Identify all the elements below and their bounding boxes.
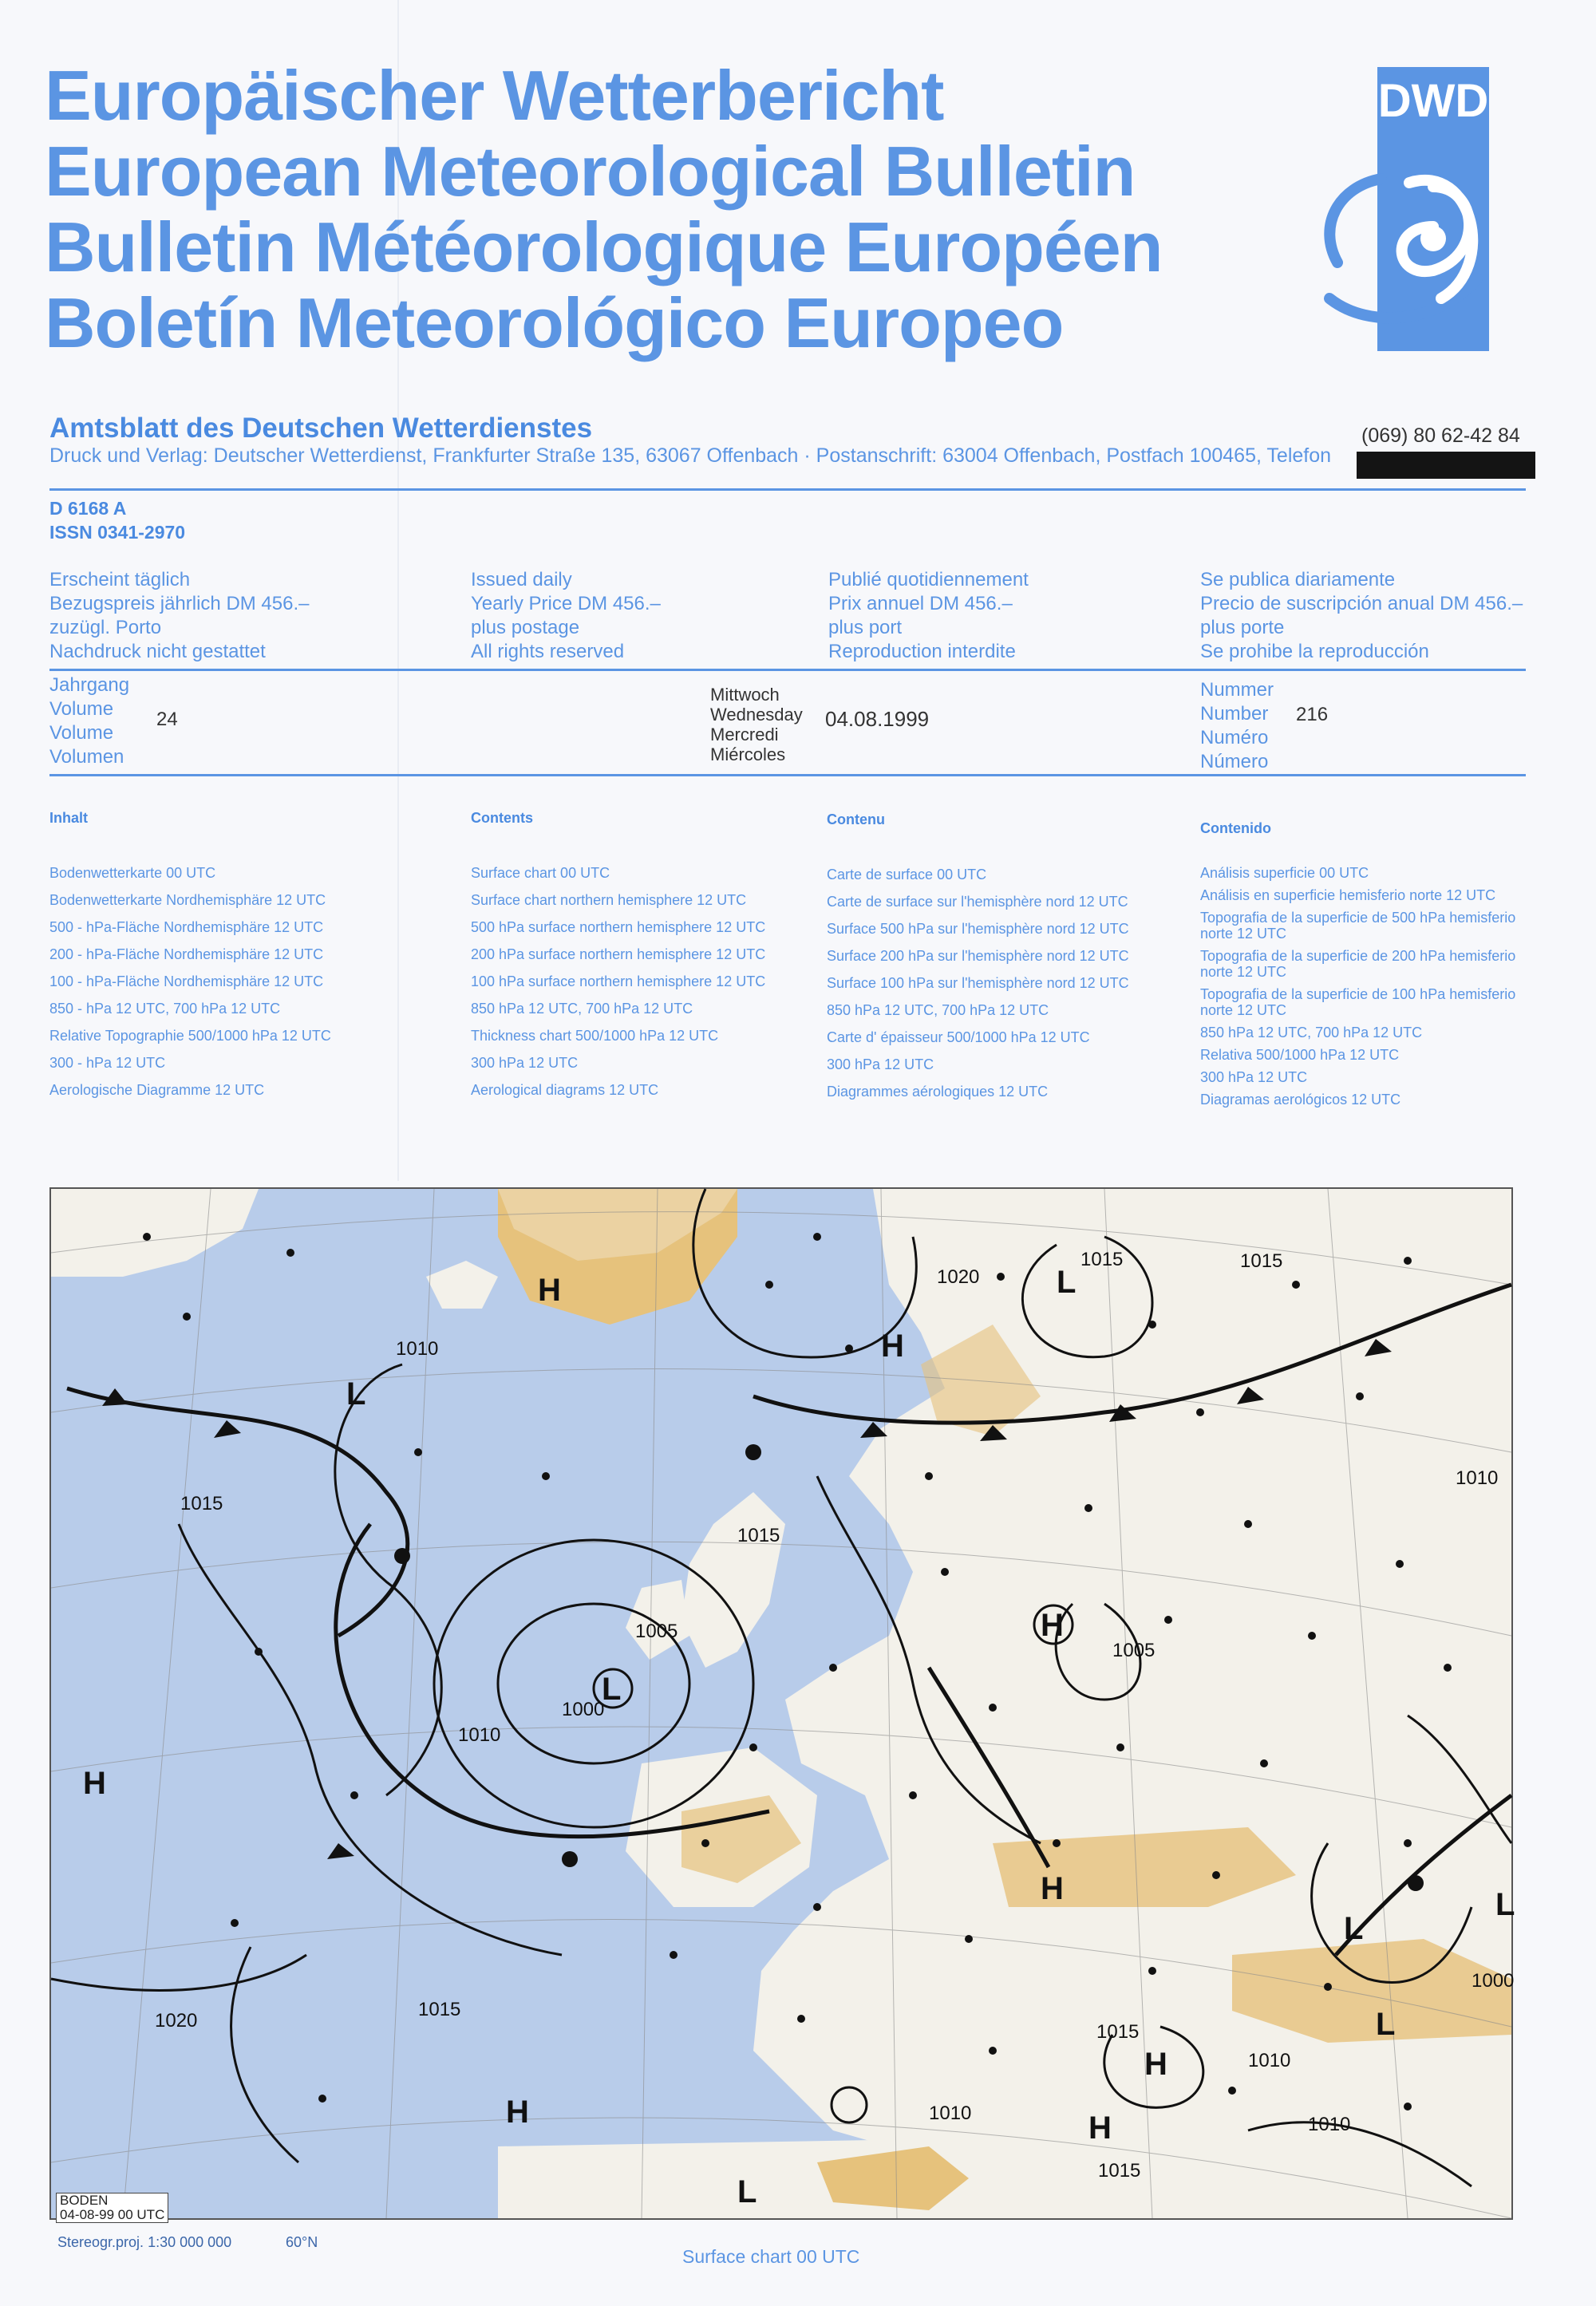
isobar-label: 1015 <box>180 1493 223 1514</box>
contents-item: 300 hPa 12 UTC <box>827 1056 934 1072</box>
isobar-label: 1015 <box>1098 2160 1141 2182</box>
contents-item: Bodenwetterkarte 00 UTC <box>49 865 216 881</box>
low-pressure-center: L <box>1376 2007 1396 2042</box>
high-pressure-center: H <box>83 1766 106 1801</box>
contents-item: Aerologische Diagramme 12 UTC <box>49 1082 265 1098</box>
contents-item: Diagrammes aérologiques 12 UTC <box>827 1084 1049 1100</box>
high-pressure-center: H <box>1088 2111 1112 2146</box>
contents-item: Surface chart 00 UTC <box>471 865 610 881</box>
isobar-label: 1005 <box>635 1621 678 1642</box>
contents-item: Topografia de la superficie de 500 hPa hemisferio norte 12 UTC <box>1200 910 1516 942</box>
contents-item: Carte de surface 00 UTC <box>827 867 987 883</box>
info-de-line: Nachdruck nicht gestattet <box>49 641 266 662</box>
contents-heading-fr: Contenu <box>827 811 885 827</box>
contents-item: 500 hPa surface northern hemisphere 12 UTC <box>471 919 766 935</box>
isobar-label: 1015 <box>1240 1250 1283 1272</box>
info-en-line: All rights reserved <box>471 641 625 662</box>
number-label: Nummer <box>1200 679 1274 701</box>
contents-item: Aerological diagrams 12 UTC <box>471 1082 659 1098</box>
high-pressure-center: H <box>1041 1871 1064 1906</box>
isobar-label: 1015 <box>737 1525 780 1546</box>
low-pressure-center: L <box>346 1376 366 1412</box>
high-pressure-center: H <box>1144 2047 1167 2082</box>
title-es: Boletín Meteorológico Europeo <box>45 283 1064 362</box>
weekday-label: Mittwoch <box>710 685 780 705</box>
low-pressure-center: L <box>737 2174 757 2209</box>
info-fr-line: plus port <box>828 617 903 638</box>
contents-item: Bodenwetterkarte Nordhemisphäre 12 UTC <box>49 892 326 908</box>
info-es-line: Se publica diariamente <box>1200 569 1396 590</box>
info-es-line: Precio de suscripción anual DM 456.– <box>1200 593 1523 614</box>
contents-heading-en: Contents <box>471 810 533 826</box>
isobar-label: 1010 <box>1248 2050 1291 2071</box>
number-label: Número <box>1200 751 1269 772</box>
contents-list-fr <box>827 861 1129 1105</box>
low-pressure-center: L <box>602 1672 622 1707</box>
contents-item: Surface chart northern hemisphere 12 UTC <box>471 892 747 908</box>
redacted-phone <box>1357 452 1535 479</box>
contents-item: Diagramas aerológicos 12 UTC <box>1200 1092 1401 1108</box>
divider <box>49 488 1526 491</box>
surface-chart-svg <box>51 1189 1515 2218</box>
high-pressure-center: H <box>1041 1608 1064 1643</box>
dwd-logo-text: DWD <box>1377 75 1489 127</box>
contents-list-es <box>1200 865 1519 1114</box>
dwd-logo <box>1314 67 1489 351</box>
info-fr-line: Prix annuel DM 456.– <box>828 593 1013 614</box>
address-line: Druck und Verlag: Deutscher Wetterdienst, Frankfurter Straße 135, 63067 Offenbach · Postanschrift: 63004 Offenbach, Postfach 100465, Telefon <box>49 444 1332 467</box>
high-pressure-center: H <box>538 1273 561 1308</box>
isobar-label: 1010 <box>1456 1467 1499 1489</box>
isobar-label: 1010 <box>458 1724 501 1746</box>
contents-item: 200 hPa surface northern hemisphere 12 UTC <box>471 946 766 962</box>
contents-list-en <box>471 859 765 1104</box>
high-pressure-center: H <box>506 2095 529 2130</box>
isobar-label: 1000 <box>1472 1970 1515 1992</box>
low-pressure-center: L <box>1495 1887 1515 1922</box>
issue-number: 216 <box>1296 704 1329 725</box>
contents-item: Surface 200 hPa sur l'hemisphère nord 12 UTC <box>827 948 1129 964</box>
latitude-reference: 60°N <box>286 2234 318 2250</box>
volume-label: Volumen <box>49 746 124 768</box>
contents-item: Análisis superficie 00 UTC <box>1200 865 1369 881</box>
issue-date: 04.08.1999 <box>825 707 930 731</box>
isobar-label: 1015 <box>418 1999 461 2020</box>
info-fr-line: Publié quotidiennement <box>828 569 1029 590</box>
info-en-line: Yearly Price DM 456.– <box>471 593 661 614</box>
isobar-label: 1015 <box>1080 1249 1124 1270</box>
surface-chart <box>49 1187 1513 2220</box>
contents-item: Thickness chart 500/1000 hPa 12 UTC <box>471 1028 719 1044</box>
chart-caption: Surface chart 00 UTC <box>682 2246 860 2267</box>
weekday-label: Wednesday <box>710 705 803 725</box>
contents-item: 300 hPa 12 UTC <box>471 1055 579 1071</box>
contents-item: 100 hPa surface northern hemisphere 12 UTC <box>471 973 766 989</box>
number-label: Numéro <box>1200 727 1269 748</box>
info-en <box>471 568 661 664</box>
contents-item: 300 - hPa 12 UTC <box>49 1055 166 1071</box>
high-pressure-center: H <box>881 1329 904 1364</box>
contents-item: 850 hPa 12 UTC, 700 hPa 12 UTC <box>471 1001 693 1017</box>
volume-label: Volume <box>49 698 114 720</box>
info-de-line: zuzügl. Porto <box>49 617 162 638</box>
low-pressure-center: L <box>1344 1911 1364 1946</box>
isobar-label: 1000 <box>562 1699 605 1720</box>
info-fr <box>828 568 1029 664</box>
contents-item: 100 - hPa-Fläche Nordhemisphäre 12 UTC <box>49 973 324 989</box>
number-label: Number <box>1200 703 1269 725</box>
contents-item: 850 hPa 12 UTC, 700 hPa 12 UTC <box>1200 1025 1423 1040</box>
chart-stamp <box>56 2193 168 2223</box>
isobar-label: 1020 <box>155 2010 198 2032</box>
contents-item: Carte de surface sur l'hemisphère nord 12 UTC <box>827 894 1128 910</box>
contents-item: Surface 100 hPa sur l'hemisphère nord 12 UTC <box>827 975 1129 991</box>
contents-list-de <box>49 859 331 1104</box>
contents-item: Surface 500 hPa sur l'hemisphère nord 12 UTC <box>827 921 1129 937</box>
info-de-line: Bezugspreis jährlich DM 456.– <box>49 593 310 614</box>
station-label: BODEN <box>60 2193 109 2208</box>
title-en: European Meteorological Bulletin <box>45 132 1136 211</box>
title-fr: Bulletin Météorologique Européen <box>45 207 1163 286</box>
contents-item: 850 hPa 12 UTC, 700 hPa 12 UTC <box>827 1002 1049 1018</box>
volume-label: Jahrgang <box>49 674 130 696</box>
publisher-line: Amtsblatt des Deutschen Wetterdienstes <box>49 413 593 444</box>
isobar-label: 1015 <box>1096 2021 1140 2043</box>
contents-item: Relative Topographie 500/1000 hPa 12 UTC <box>49 1028 331 1044</box>
volume-label: Volume <box>49 722 114 744</box>
bulletin-titles <box>45 57 1163 361</box>
divider <box>49 669 1526 671</box>
projection-note: Stereogr.proj. 1:30 000 000 <box>57 2234 232 2250</box>
contents-item: Topografia de la superficie de 100 hPa hemisferio norte 12 UTC <box>1200 986 1516 1018</box>
info-de-line: Erscheint täglich <box>49 569 191 590</box>
info-es-line: Se prohibe la reproducción <box>1200 641 1429 662</box>
info-en-line: Issued daily <box>471 569 572 590</box>
contents-item: Carte d' épaisseur 500/1000 hPa 12 UTC <box>827 1029 1090 1045</box>
volume-value: 24 <box>156 709 178 730</box>
info-es-line: plus porte <box>1200 617 1285 638</box>
low-pressure-center: L <box>1057 1265 1077 1300</box>
issn: ISSN 0341-2970 <box>49 522 186 543</box>
phone-number: (069) 80 62-42 84 <box>1361 424 1520 447</box>
d-number: D 6168 A <box>49 498 127 519</box>
isobar-label: 1010 <box>1308 2114 1351 2135</box>
isobar-label: 1020 <box>937 1266 980 1288</box>
info-de <box>49 568 310 664</box>
contents-heading-es: Contenido <box>1200 820 1271 836</box>
title-de: Europäischer Wetterbericht <box>45 56 944 135</box>
info-fr-line: Reproduction interdite <box>828 641 1016 662</box>
info-es <box>1200 568 1523 664</box>
weekday-labels <box>710 685 803 764</box>
info-en-line: plus postage <box>471 617 580 638</box>
isobar-label: 1010 <box>929 2103 972 2124</box>
isobar-label: 1010 <box>396 1338 439 1360</box>
weekday-label: Miércoles <box>710 744 786 764</box>
contents-item: 850 - hPa 12 UTC, 700 hPa 12 UTC <box>49 1001 281 1017</box>
weekday-label: Mercredi <box>710 725 779 744</box>
volume-labels <box>49 673 129 769</box>
contents-heading-de: Inhalt <box>49 810 88 826</box>
contents-item: 200 - hPa-Fläche Nordhemisphäre 12 UTC <box>49 946 324 962</box>
isobar-label: 1005 <box>1112 1640 1156 1661</box>
divider <box>49 774 1526 776</box>
publication-ids <box>49 496 185 544</box>
number-labels <box>1200 678 1274 774</box>
contents-item: Relativa 500/1000 hPa 12 UTC <box>1200 1047 1400 1063</box>
contents-item: 300 hPa 12 UTC <box>1200 1069 1308 1085</box>
station-time: 04-08-99 00 UTC <box>60 2207 165 2222</box>
contents-item: 500 - hPa-Fläche Nordhemisphäre 12 UTC <box>49 919 324 935</box>
contents-item: Análisis en superficie hemisferio norte 12 UTC <box>1200 887 1496 903</box>
contents-item: Topografia de la superficie de 200 hPa hemisferio norte 12 UTC <box>1200 948 1516 980</box>
